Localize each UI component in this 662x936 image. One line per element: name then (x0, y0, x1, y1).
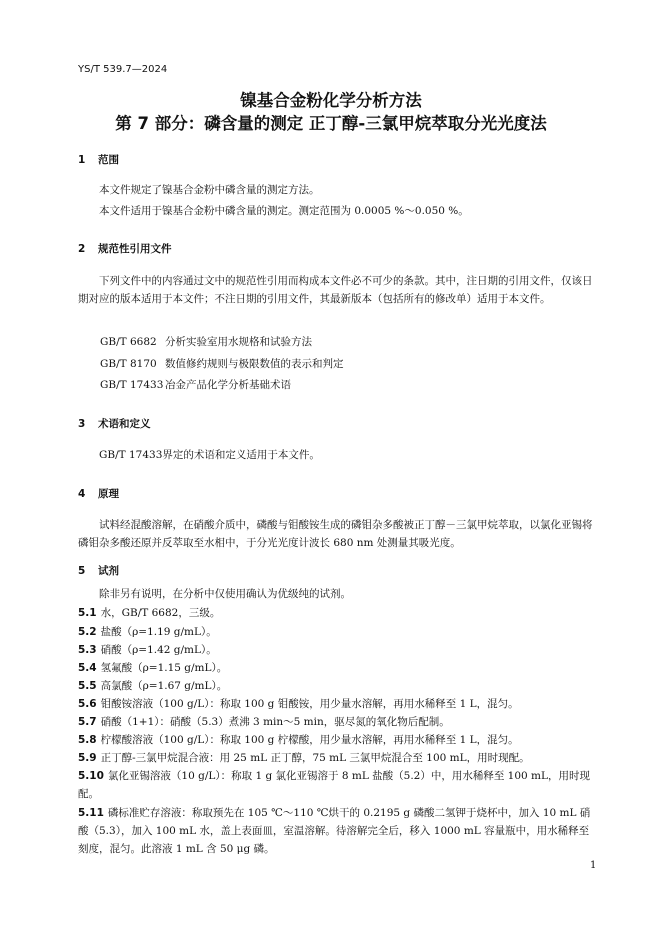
paragraph: 试料经混酸溶解，在硝酸介质中，磷酸与钼酸铵生成的磷钼杂多酸被正丁醇－三氯甲烷萃取，以氯化亚锡将磷钼杂多酸还原并反萃取至水相中，于分光光度计波长 680 nm 处测量其吸光度。 (78, 519, 593, 549)
document-subtitle: 第 7 部分：磷含量的测定 正丁醇-三氯甲烷萃取分光光度法 (115, 114, 547, 133)
reference-code: GB/T 8170 (100, 358, 157, 370)
standard-code: YS/T 539.7—2024 (78, 64, 168, 75)
reference-item (100, 334, 312, 349)
section-heading-principle (78, 486, 119, 501)
item-text: 柠檬酸溶液（100 g/L）：称取 100 g 柠檬酸，用少量水溶解，再用水稀释至 1 L，混匀。 (100, 734, 519, 746)
section-heading-reagents (78, 563, 119, 578)
paragraph: 除非另有说明，在分析中仅使用确认为优级纯的试剂。 (99, 588, 351, 600)
reagent-item (78, 731, 598, 749)
reagent-item (78, 749, 598, 767)
item-number: 5.5 (78, 680, 97, 692)
item-text: 氯化亚锡溶液（10 g/L）：称取 1 g 氯化亚锡溶于 8 mL 盐酸（5.2）中，用水稀释至 100 mL，用时现配。 (78, 770, 590, 800)
paragraph: 本文件适用于镍基合金粉中磷含量的测定。测定范围为 0.0005 %～0.050 %。 (99, 205, 469, 217)
reference-title: 冶金产品化学分析基础术语 (165, 379, 291, 391)
document-title: 镍基合金粉化学分析方法 (240, 91, 422, 110)
item-text: 硝酸（ρ=1.42 g/mL）。 (100, 644, 217, 656)
item-text: 硝酸（1+1）：硝酸（5.3）煮沸 3 min～5 min，驱尽氮的氧化物后配制。 (100, 716, 450, 728)
item-text: 钼酸铵溶液（100 g/L）：称取 100 g 钼酸铵，用少量水溶解，再用水稀释至 1 L，混匀。 (100, 698, 519, 710)
section-number: 5 (78, 565, 86, 577)
item-number: 5.11 (78, 807, 104, 819)
reagent-item (78, 604, 598, 622)
item-text: 正丁醇-三氯甲烷混合液：用 25 mL 正丁醇，75 mL 三氯甲烷混合至 100 mL，用时现配。 (100, 752, 530, 764)
item-number: 5.10 (78, 770, 104, 782)
page-number: 1 (590, 860, 597, 871)
reagent-item (78, 623, 598, 641)
reference-title: 分析实验室用水规格和试验方法 (165, 336, 312, 348)
reagent-item (78, 767, 598, 803)
reference-code: GB/T 6682 (100, 336, 157, 348)
item-number: 5.3 (78, 644, 97, 656)
reagent-item (78, 695, 598, 713)
item-text: 高氯酸（ρ=1.67 g/mL）。 (100, 680, 228, 692)
reagent-item (78, 677, 598, 695)
section-heading-terms (78, 416, 151, 431)
item-number: 5.1 (78, 607, 97, 619)
section-heading-scope (78, 152, 119, 167)
item-number: 5.8 (78, 734, 97, 746)
reagent-item (78, 641, 598, 659)
section-title: 术语和定义 (98, 418, 151, 430)
paragraph: 下列文件中的内容通过文中的规范性引用而构成本文件必不可少的条款。其中，注日期的引用文件，仅该日期对应的版本适用于本文件；不注日期的引用文件，其最新版本（包括所有的修改单）适用于本文件。 (78, 275, 593, 305)
paragraph: 本文件规定了镍基合金粉中磷含量的测定方法。 (99, 184, 320, 196)
section-title: 试剂 (98, 565, 119, 577)
item-number: 5.9 (78, 752, 97, 764)
reference-title: 数值修约规则与极限数值的表示和判定 (165, 358, 344, 370)
section-title: 规范性引用文件 (98, 243, 172, 255)
reagent-item (78, 804, 598, 858)
reference-code: GB/T 17433 (100, 379, 164, 391)
reagent-item (78, 713, 598, 731)
reference-item (100, 356, 344, 371)
item-text: 氢氟酸（ρ=1.15 g/mL）。 (100, 662, 228, 674)
section-number: 4 (78, 488, 86, 500)
item-number: 5.7 (78, 716, 97, 728)
item-number: 5.4 (78, 662, 97, 674)
item-text: 盐酸（ρ=1.19 g/mL）。 (100, 626, 217, 638)
section-number: 1 (78, 154, 86, 166)
reagent-item (78, 659, 598, 677)
reference-item (100, 377, 291, 392)
section-title: 原理 (98, 488, 119, 500)
item-text: 磷标准贮存溶液：称取预先在 105 ℃～110 ℃烘干的 0.2195 g 磷酸二氢钾于烧杯中，加入 10 mL 硝酸（5.3），加入 100 mL 水，盖上表面皿，室温溶解。待溶解完全后，移入 1000 mL 容量瓶中，用水稀释至刻度，混匀。此溶液 1 mL 含 50 μg 磷。 (78, 807, 591, 855)
item-number: 5.2 (78, 626, 97, 638)
section-title: 范围 (98, 154, 119, 166)
paragraph: GB/T 17433界定的术语和定义适用于本文件。 (99, 449, 320, 461)
item-number: 5.6 (78, 698, 97, 710)
item-text: 水，GB/T 6682，三级。 (100, 607, 221, 619)
section-number: 2 (78, 243, 86, 255)
section-heading-normative-references (78, 241, 172, 256)
section-number: 3 (78, 418, 86, 430)
